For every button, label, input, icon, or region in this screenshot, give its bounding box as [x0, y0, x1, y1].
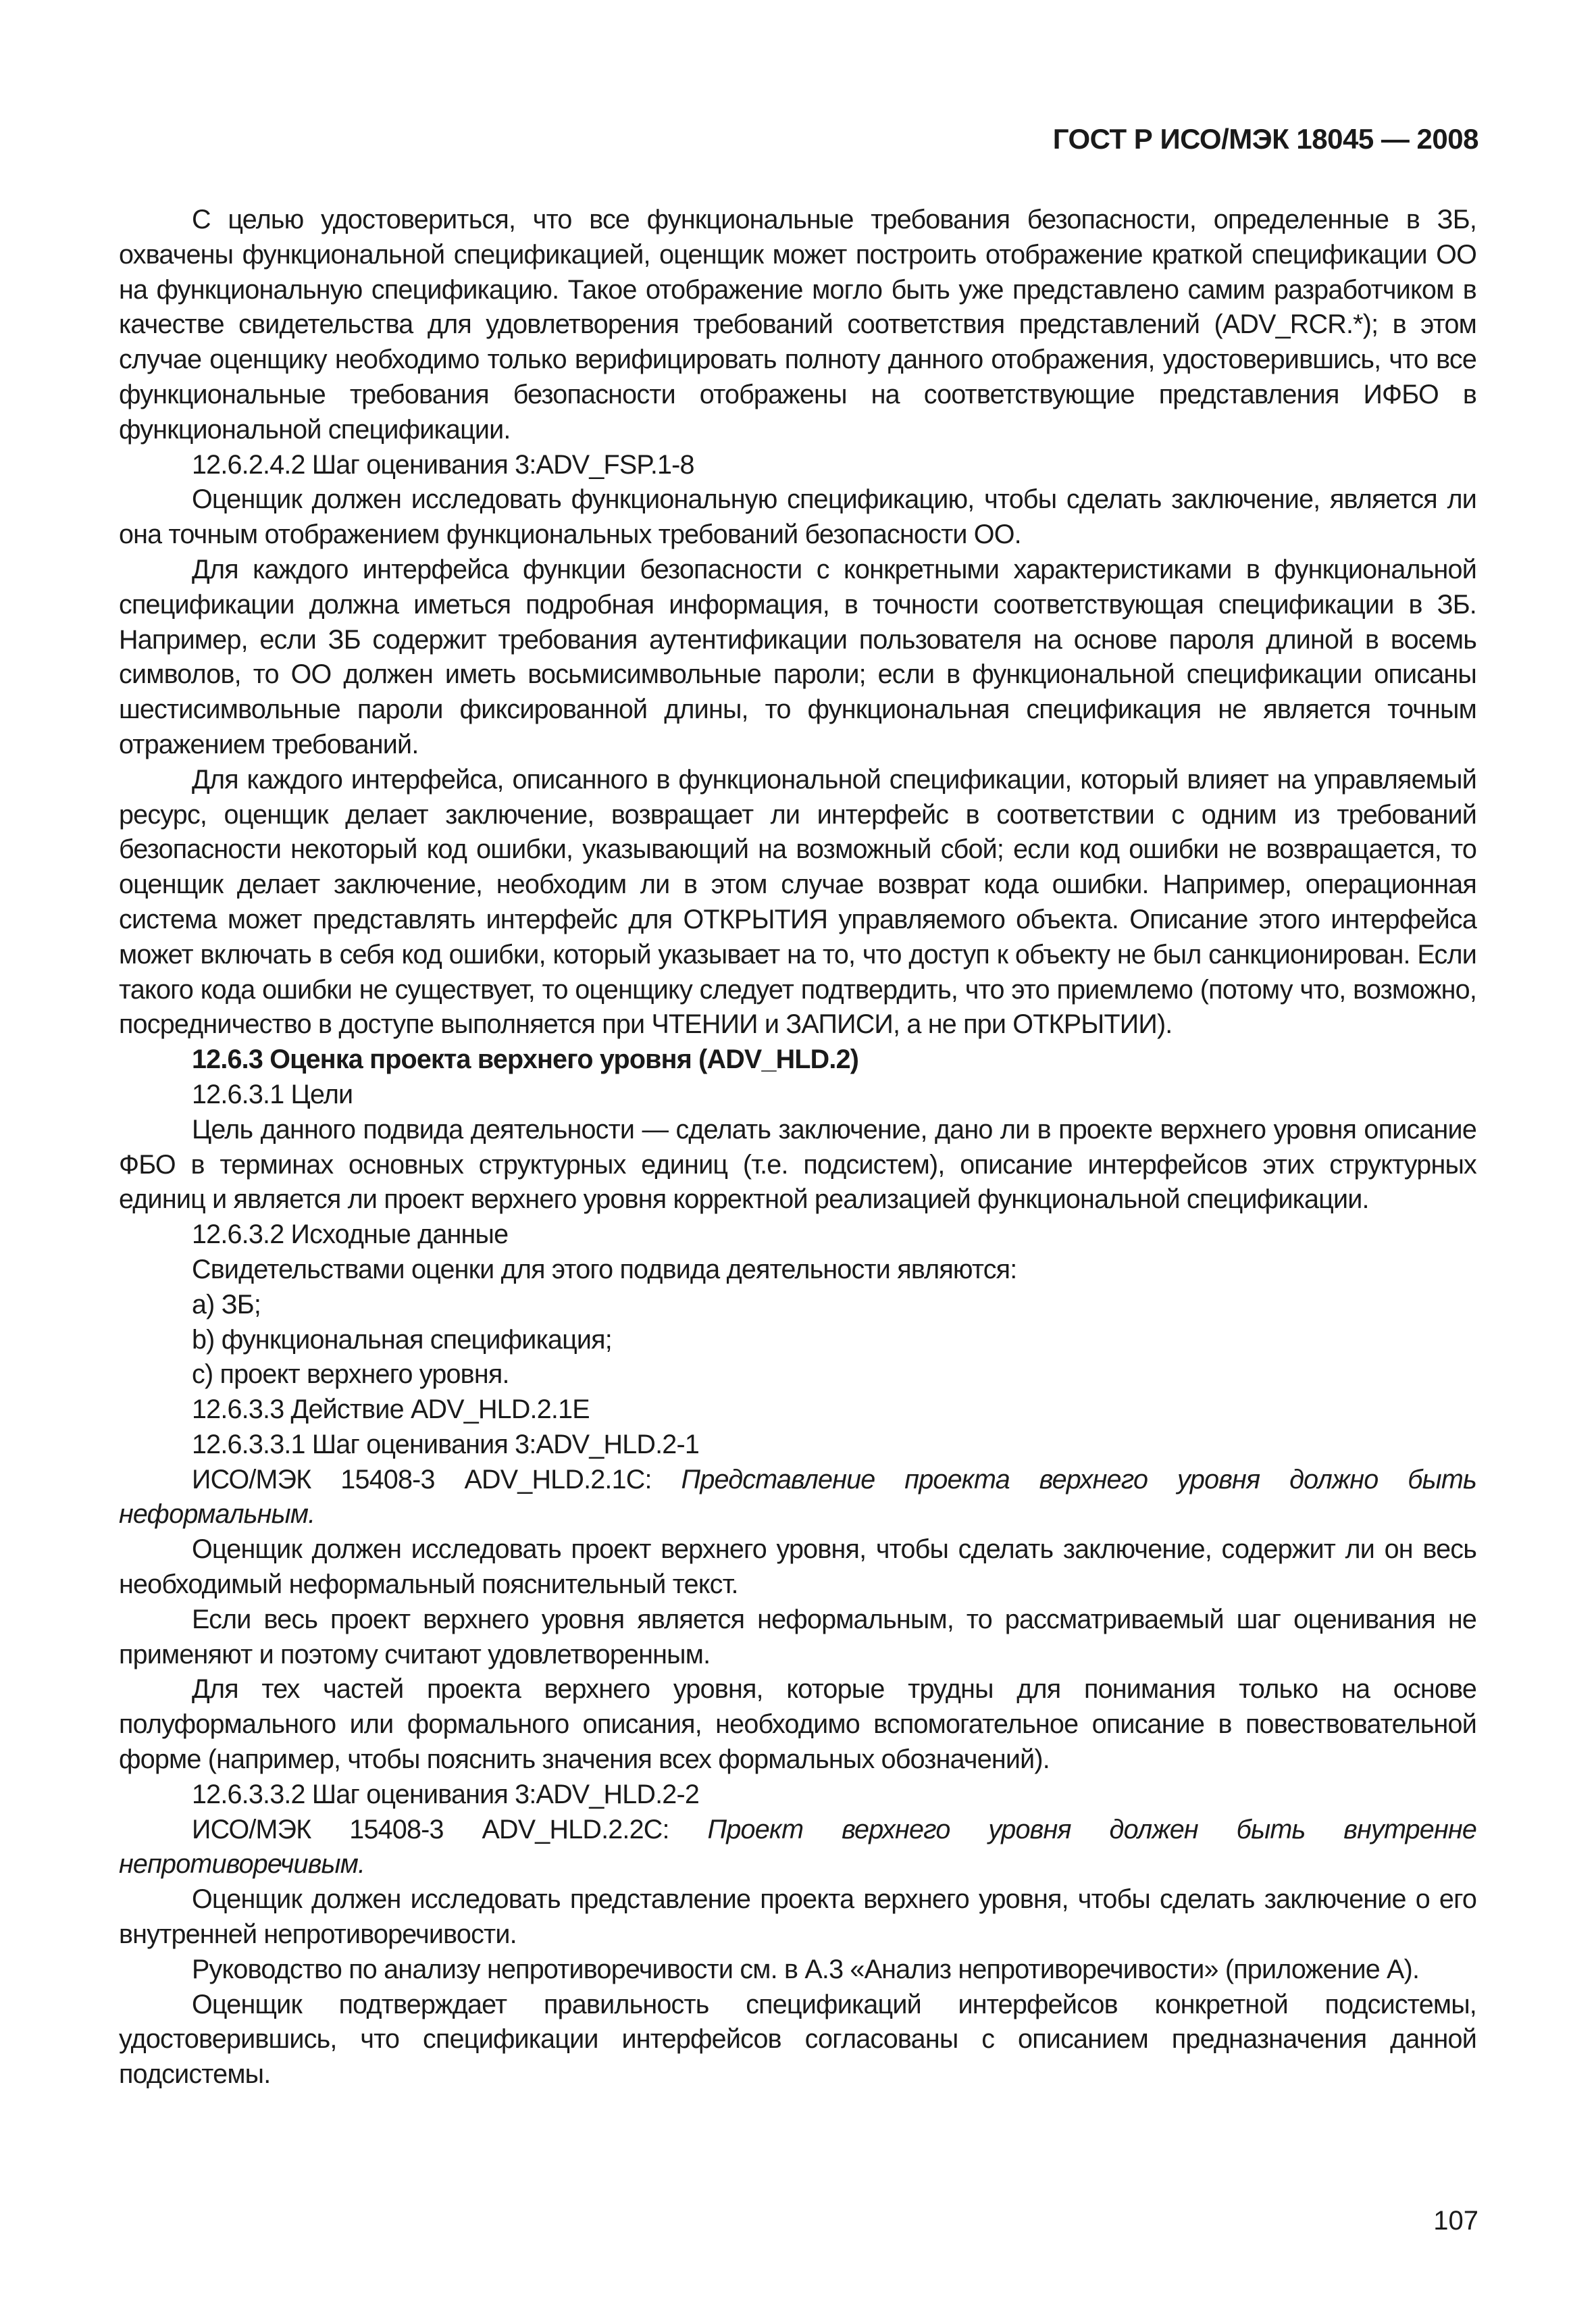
requirement-text: Представление проекта верхнего уровня должно быть неформальным.: [119, 1464, 1476, 1530]
clause-heading: 12.6.3.3.1 Шаг оценивания 3:ADV_HLD.2-1: [192, 1429, 699, 1459]
paragraph: Для тех частей проекта верхнего уровня, которые трудны для понимания только на основе полуформального или формального описания, необходимо вспомогательное описание в повествовательной форме (например, чтобы пояснить значения всех формальных обозначений).: [119, 1674, 1476, 1775]
clause-heading: 12.6.3.3.2 Шаг оценивания 3:ADV_HLD.2-2: [192, 1779, 699, 1809]
clause-heading: 12.6.3.2 Исходные данные: [192, 1219, 509, 1250]
paragraph: Для каждого интерфейса, описанного в функциональной спецификации, который влияет на управляемый ресурс, оценщик делает заключение, возвращает ли интерфейс в соответствии с одним из требований безопасности некоторый код ошибки, указывающий на возможный сбой; если код ошибки не возвращается, то оценщик делает заключение, необходим ли в этом случае возврат кода ошибки. Например, операционная система может представлять интерфейс для ОТКРЫТИЯ управляемого объекта. Описание этого интерфейса может включать в себя код ошибки, который указывает на то, что доступ к объекту не был санкционирован. Если такого кода ошибки не существует, то оценщику следует подтвердить, что это приемлемо (потому что, возможно, посредничество в доступе выполняется при ЧТЕНИИ и ЗАПИСИ, а не при ОТКРЫТИИ).: [119, 764, 1476, 1040]
requirement-ref: ИСО/МЭК 15408-3 ADV_HLD.2.2C:: [192, 1814, 669, 1844]
clause-heading: 12.6.3.3 Действие ADV_HLD.2.1E: [192, 1394, 590, 1425]
document-header: ГОСТ Р ИСО/МЭК 18045 — 2008: [1052, 123, 1478, 155]
list-item: a) ЗБ;: [192, 1289, 261, 1319]
paragraph: С целью удостовериться, что все функциональные требования безопасности, определенные в ЗБ, охвачены функциональной спецификацией, оценщик может построить отображение краткой спецификации ОО на функциональную спецификацию. Такое отображение могло быть уже представлено самим разработчиком в качестве свидетельства для удовлетворения требований соответствия представлений (ADV_RCR.*); в этом случае оценщику необходимо только верифицировать полноту данного отображения, удостоверившись, что все функциональные требования безопасности отображены на соответствующие представления ИФБО в функциональной спецификации.: [119, 205, 1476, 445]
list-item: b) функциональная спецификация;: [192, 1324, 612, 1355]
paragraph: Оценщик подтверждает правильность спецификаций интерфейсов конкретной подсистемы, удостоверившись, что спецификации интерфейсов согласованы с описанием предназначения данной подсистемы.: [119, 1989, 1476, 2090]
paragraph: Цель данного подвида деятельности — сделать заключение, дано ли в проекте верхнего уровня описание ФБО в терминах основных структурных единиц (т.е. подсистем), описание интерфейсов этих структурных единиц и является ли проект верхнего уровня корректной реализацией функциональной спецификации.: [119, 1114, 1476, 1215]
page-number: 107: [1433, 2206, 1478, 2236]
paragraph: Если весь проект верхнего уровня является неформальным, то рассматриваемый шаг оценивания не применяют и поэтому считают удовлетворенным.: [119, 1604, 1476, 1669]
paragraph: Свидетельствами оценки для этого подвида деятельности являются:: [192, 1254, 1017, 1284]
requirement-paragraph: [119, 1463, 1476, 1533]
requirement-paragraph: [119, 1813, 1476, 1883]
document-body: [119, 203, 1476, 2092]
requirement-text: Проект верхнего уровня должен быть внутренне непротиворечивым.: [119, 1814, 1476, 1880]
requirement-ref: ИСО/МЭК 15408-3 ADV_HLD.2.1C:: [192, 1464, 652, 1494]
paragraph: Оценщик должен исследовать представление проекта верхнего уровня, чтобы сделать заключение о его внутренней непротиворечивости.: [119, 1884, 1476, 1950]
clause-heading: 12.6.2.4.2 Шаг оценивания 3:ADV_FSP.1-8: [192, 449, 694, 480]
list-item: c) проект верхнего уровня.: [192, 1359, 509, 1390]
paragraph: Для каждого интерфейса функции безопасности с конкретными характеристиками в функциональной спецификации должна иметься подробная информация, в точности соответствующая спецификации в ЗБ. Например, если ЗБ содержит требования аутентификации пользователя на основе пароля длиной в восемь символов, то ОО должен иметь восьмисимвольные пароли; если в функциональной спецификации описаны шестисимвольные пароли фиксированной длины, то функциональная спецификация не является точным отражением требований.: [119, 554, 1476, 759]
clause-heading: 12.6.3.1 Цели: [192, 1079, 353, 1109]
paragraph: Оценщик должен исследовать функциональную спецификацию, чтобы сделать заключение, является ли она точным отображением функциональных требований безопасности ОО.: [119, 484, 1476, 550]
section-heading: 12.6.3 Оценка проекта верхнего уровня (ADV_HLD.2): [192, 1045, 859, 1075]
paragraph: Руководство по анализу непротиворечивости см. в А.3 «Анализ непротиворечивости» (приложение А).: [192, 1954, 1420, 1984]
paragraph: Оценщик должен исследовать проект верхнего уровня, чтобы сделать заключение, содержит ли он весь необходимый неформальный пояснительный текст.: [119, 1534, 1476, 1600]
